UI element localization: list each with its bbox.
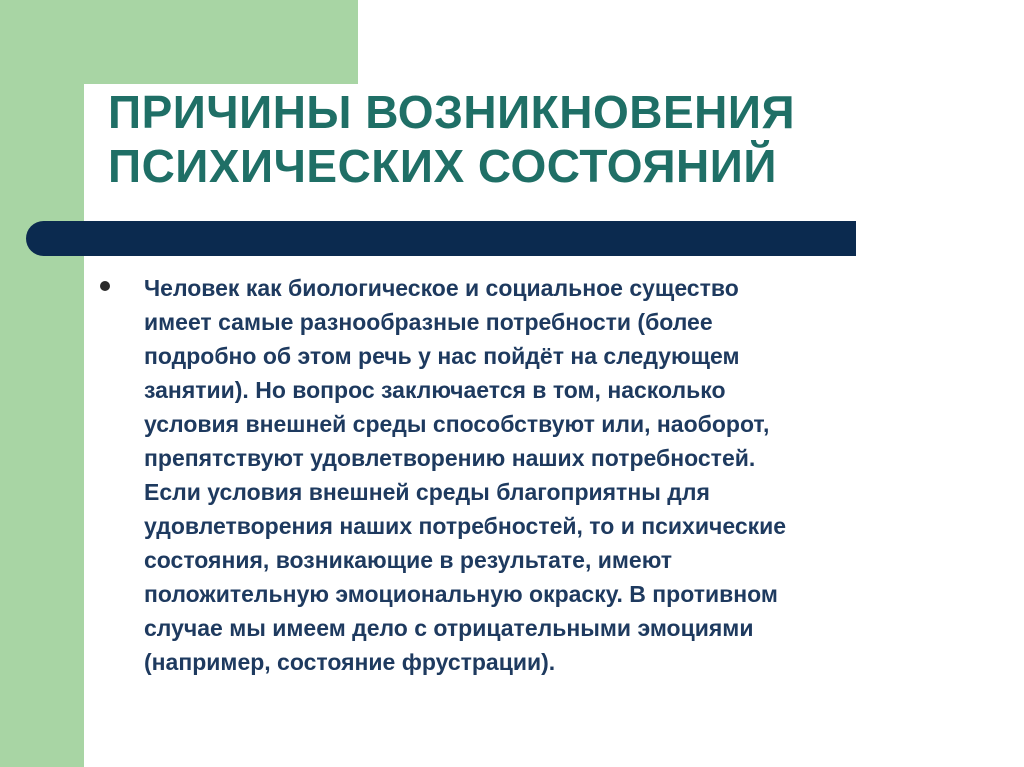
slide-title-line: ПРИЧИНЫ ВОЗНИКНОВЕНИЯ [108, 86, 796, 138]
slide-title [108, 85, 928, 193]
paragraph-line: (например, состояние фрустрации). [144, 649, 556, 675]
paragraph-line: препятствуют удовлетворению наших потребностей. [144, 445, 756, 471]
paragraph-line: занятии). Но вопрос заключается в том, насколько [144, 377, 726, 403]
paragraph-line: подробно об этом речь у нас пойдёт на следующем [144, 343, 740, 369]
bullet-paragraph [144, 271, 964, 679]
paragraph-line: положительную эмоциональную окраску. В противном [144, 581, 778, 607]
title-divider-bar [26, 221, 856, 256]
slide-title-line: ПСИХИЧЕСКИХ СОСТОЯНИЙ [108, 140, 777, 192]
bullet-dot-icon [100, 281, 110, 291]
paragraph-line: условия внешней среды способствуют или, наоборот, [144, 411, 770, 437]
paragraph-line: случае мы имеем дело с отрицательными эмоциями [144, 615, 754, 641]
green-accent-top [84, 0, 358, 84]
paragraph-line: состояния, возникающие в результате, имеют [144, 547, 673, 573]
paragraph-line: Человек как биологическое и социальное существо [144, 275, 739, 301]
green-accent-left [0, 0, 84, 767]
paragraph-line: имеет самые разнообразные потребности (более [144, 309, 713, 335]
paragraph-line: удовлетворения наших потребностей, то и психические [144, 513, 787, 539]
paragraph-line: Если условия внешней среды благоприятны для [144, 479, 710, 505]
